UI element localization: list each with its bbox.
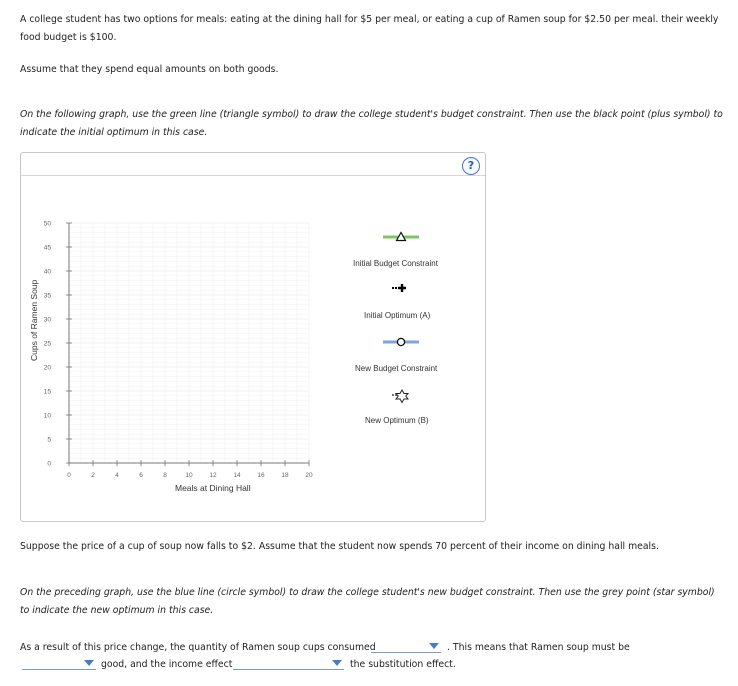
- y-axis-label: Cups of Ramen Soup: [29, 279, 39, 361]
- x-tick-label: 12: [209, 472, 217, 479]
- assumption-text: Assume that they spend equal amounts on both goods.: [20, 64, 279, 75]
- y-tick-label: 45: [43, 244, 51, 252]
- y-tick-label: 35: [43, 292, 51, 300]
- circle-icon: [397, 338, 404, 345]
- y-tick-label: 20: [43, 364, 51, 372]
- x-tick-label: 16: [257, 472, 265, 479]
- initial-budget-constraint-tool[interactable]: [383, 233, 419, 241]
- y-tick-label: 25: [43, 340, 51, 348]
- legend-label-initial-optimum: Initial Optimum (A): [364, 311, 431, 320]
- instruction-1-line-2: indicate the initial optimum in this case.: [20, 127, 208, 138]
- x-axis-label: Meals at Dining Hall: [175, 483, 251, 493]
- legend-label-initial-budget: Initial Budget Constraint: [353, 259, 438, 268]
- y-tick-labels: [44, 221, 72, 468]
- graph-panel: [20, 152, 486, 522]
- x-tick-label: 2: [91, 472, 95, 479]
- y-tick-label: 10: [43, 412, 51, 420]
- y-tick-label: 30: [43, 316, 51, 324]
- graph-canvas[interactable]: [21, 153, 485, 521]
- x-tick-label: 4: [115, 472, 119, 479]
- graph-grid: [69, 223, 309, 463]
- star-icon: [396, 390, 408, 403]
- new-budget-constraint-tool[interactable]: [383, 338, 419, 345]
- legend-label-new-optimum: New Optimum (B): [365, 416, 429, 425]
- intro-line-2: food budget is $100.: [20, 32, 117, 43]
- y-tick-label: 50: [43, 220, 51, 228]
- x-tick-label: 6: [139, 472, 143, 479]
- quantity-change-dropdown[interactable]: [371, 642, 441, 653]
- result-text-part-2: . This means that Ramen soup must be: [447, 642, 630, 653]
- new-optimum-tool[interactable]: [392, 390, 408, 403]
- instruction-1-line-1: On the following graph, use the green line (triangle symbol) to draw the college student's budget constraint. Then use the black point (plus symbol) to: [20, 109, 723, 120]
- chevron-down-icon: [332, 660, 342, 666]
- x-tick-label: 8: [163, 472, 167, 479]
- plus-icon: [398, 284, 406, 292]
- instruction-2-line-1: On the preceding graph, use the blue line (circle symbol) to draw the college student's new budget constraint. Then use the grey point (star symbol): [20, 587, 715, 598]
- legend-label-new-budget: New Budget Constraint: [355, 364, 438, 373]
- good-type-dropdown[interactable]: [22, 659, 96, 670]
- chevron-down-icon: [429, 643, 439, 649]
- y-tick-label: 5: [47, 436, 51, 444]
- x-tick-label: 20: [305, 472, 313, 479]
- intro-line-1: A college student has two options for meals: eating at the dining hall for $5 per meal, or eating a cup of Ramen soup for $2.50 per meal. their weekly: [20, 14, 719, 25]
- help-icon[interactable]: ?: [462, 157, 480, 175]
- x-tick-label: 14: [233, 472, 241, 479]
- x-tick-label: 10: [185, 472, 193, 479]
- result-text-part-3: good, and the income effect: [101, 659, 233, 670]
- y-tick-label: 15: [43, 388, 51, 396]
- result-text-part-4: the substitution effect.: [350, 659, 456, 670]
- price-change-text: Suppose the price of a cup of soup now falls to $2. Assume that the student now spends 70 percent of their income on dining hall meals.: [20, 541, 659, 552]
- instruction-2-line-2: to indicate the new optimum in this case.: [20, 605, 214, 616]
- result-text-part-1: As a result of this price change, the quantity of Ramen soup cups consumed: [20, 642, 376, 653]
- y-tick-label: 0: [47, 460, 51, 468]
- income-effect-comparison-dropdown[interactable]: [233, 659, 344, 670]
- initial-optimum-tool[interactable]: [392, 284, 406, 292]
- x-tick-label: 18: [281, 472, 289, 479]
- y-tick-label: 40: [43, 268, 51, 276]
- chevron-down-icon: [84, 660, 94, 666]
- x-tick-label: 0: [67, 472, 71, 479]
